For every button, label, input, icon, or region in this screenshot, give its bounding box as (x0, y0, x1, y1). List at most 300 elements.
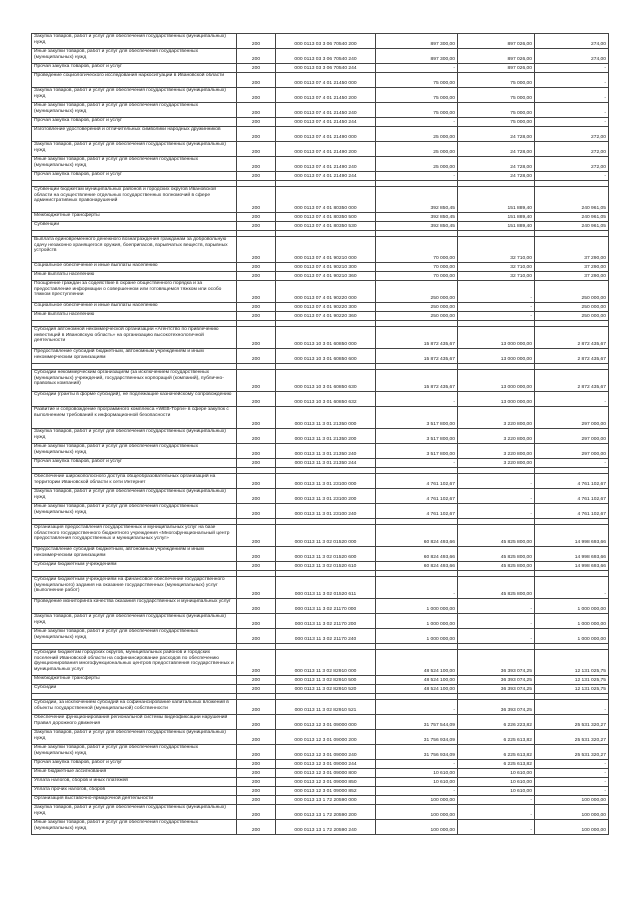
remaining-cell: - (535, 577, 609, 599)
remaining-cell: - (535, 392, 609, 407)
plan-cell: 1 000 000,00 (376, 629, 458, 644)
name-cell: Субсидии (32, 685, 237, 694)
plan-cell: 75 000,00 (376, 88, 458, 103)
kbk-cell: 000 0113 11 3 02 01520 610 (276, 562, 376, 571)
executed-cell: - (458, 629, 535, 644)
table-row (32, 222, 609, 231)
executed-cell: 10 610,00 (458, 787, 535, 796)
table-row (32, 614, 609, 629)
name-cell: Прочая закупка товаров, работ и услуг (32, 760, 237, 769)
plan-cell: 10 610,00 (376, 778, 458, 787)
kbk-cell: 000 0113 07 4 01 80350 500 (276, 213, 376, 222)
table-row (32, 730, 609, 745)
plan-cell: 3 517 800,00 (376, 429, 458, 444)
plan-cell: - (376, 118, 458, 127)
code-cell: 200 (237, 676, 276, 685)
plan-cell: 25 000,00 (376, 157, 458, 172)
table-row (32, 407, 609, 429)
kbk-cell: 000 0113 12 3 01 09000 850 (276, 778, 376, 787)
executed-cell: - (458, 312, 535, 321)
remaining-cell: - (535, 778, 609, 787)
remaining-cell: 100 000,00 (535, 820, 609, 835)
plan-cell: - (376, 64, 458, 73)
plan-cell: - (376, 700, 458, 715)
kbk-cell: 000 0113 11 3 02 01520 000 (276, 525, 376, 547)
plan-cell: 48 524 100,00 (376, 676, 458, 685)
table-row (32, 64, 609, 73)
executed-cell: - (458, 489, 535, 504)
remaining-cell: 37 290,00 (535, 272, 609, 281)
kbk-cell: 000 0113 07 4 01 80350 530 (276, 222, 376, 231)
executed-cell: 75 000,00 (458, 103, 535, 118)
kbk-cell: 000 0113 07 4 01 90220 000 (276, 281, 376, 303)
name-cell: Субсидии, за исключением субсидий на софинансирование капитальных вложений в объекты государственной (муниципальной) собственности (32, 700, 237, 715)
code-cell: 200 (237, 796, 276, 805)
code-cell: 200 (237, 303, 276, 312)
name-cell: Уплата прочих налогов, сборов (32, 787, 237, 796)
code-cell: 200 (237, 407, 276, 429)
plan-cell: 75 000,00 (376, 73, 458, 88)
code-cell: 200 (237, 715, 276, 730)
name-cell: Обеспечение широкополосного доступа общеобразовательных организаций на территории Ивановской области к сети Интернет (32, 474, 237, 489)
kbk-cell: 000 0113 12 3 01 09000 200 (276, 730, 376, 745)
plan-cell: 100 000,00 (376, 796, 458, 805)
code-cell: 200 (237, 142, 276, 157)
plan-cell: 25 000,00 (376, 142, 458, 157)
name-cell: Прочая закупка товаров, работ и услуг (32, 172, 237, 181)
executed-cell: - (458, 614, 535, 629)
remaining-cell: 1 000 000,00 (535, 629, 609, 644)
plan-cell: - (376, 760, 458, 769)
name-cell: Закупка товаров, работ и услуг для обеспечения государственных (муниципальных) нужд (32, 805, 237, 820)
remaining-cell: 250 000,00 (535, 281, 609, 303)
remaining-cell: 12 131 025,75 (535, 685, 609, 694)
remaining-cell: 272,00 (535, 142, 609, 157)
executed-cell: - (458, 796, 535, 805)
remaining-cell: 14 998 693,66 (535, 525, 609, 547)
name-cell: Иные закупки товаров, работ и услуг для обеспечения государственных (муниципальных) нужд (32, 504, 237, 519)
plan-cell: 70 000,00 (376, 263, 458, 272)
plan-cell: 48 524 100,00 (376, 685, 458, 694)
name-cell: Субсидии бюджетным учреждениям (32, 562, 237, 571)
code-cell: 200 (237, 820, 276, 835)
code-cell: 200 (237, 504, 276, 519)
executed-cell: 6 226 223,82 (458, 715, 535, 730)
executed-cell: 45 825 800,00 (458, 577, 535, 599)
table-row (32, 349, 609, 364)
remaining-cell: 12 131 025,75 (535, 650, 609, 676)
kbk-cell: 000 0113 07 4 01 21490 244 (276, 172, 376, 181)
kbk-cell: 000 0113 07 4 01 21450 200 (276, 88, 376, 103)
table-row (32, 73, 609, 88)
remaining-cell: - (535, 700, 609, 715)
remaining-cell: 250 000,00 (535, 312, 609, 321)
remaining-cell: 1 000 000,00 (535, 614, 609, 629)
code-cell: 200 (237, 312, 276, 321)
code-cell: 200 (237, 118, 276, 127)
executed-cell: 75 000,00 (458, 118, 535, 127)
code-cell: 200 (237, 281, 276, 303)
code-cell: 200 (237, 489, 276, 504)
kbk-cell: 000 0113 11 3 01 23100 000 (276, 474, 376, 489)
plan-cell: 60 824 493,66 (376, 562, 458, 571)
kbk-cell: 000 0113 11 3 01 23100 200 (276, 489, 376, 504)
table-row (32, 650, 609, 676)
table-row (32, 312, 609, 321)
executed-cell: - (458, 474, 535, 489)
plan-cell: 70 000,00 (376, 237, 458, 263)
kbk-cell: 000 0113 10 3 01 60850 600 (276, 349, 376, 364)
table-row (32, 392, 609, 407)
executed-cell: 45 825 800,00 (458, 525, 535, 547)
plan-cell: 1 000 000,00 (376, 599, 458, 614)
plan-cell: 15 872 435,67 (376, 327, 458, 349)
plan-cell: 31 756 934,09 (376, 730, 458, 745)
code-cell: 200 (237, 172, 276, 181)
table-row (32, 263, 609, 272)
remaining-cell: 2 872 435,67 (535, 349, 609, 364)
kbk-cell: 000 0113 11 3 02 01520 600 (276, 547, 376, 562)
code-cell: 200 (237, 327, 276, 349)
kbk-cell: 000 0113 11 3 02 82910 500 (276, 676, 376, 685)
budget-table (31, 33, 609, 835)
table-row (32, 599, 609, 614)
code-cell: 200 (237, 760, 276, 769)
executed-cell: 45 825 800,00 (458, 562, 535, 571)
code-cell: 200 (237, 187, 276, 213)
code-cell: 200 (237, 778, 276, 787)
name-cell: Закупка товаров, работ и услуг для обеспечения государственных (муниципальных) нужд (32, 34, 237, 49)
remaining-cell: 25 531 320,27 (535, 730, 609, 745)
name-cell: Проведение социологического исследования наркоситуации в Ивановской области (32, 73, 237, 88)
kbk-cell: 000 0113 10 3 01 60850 000 (276, 327, 376, 349)
remaining-cell: - (535, 88, 609, 103)
code-cell: 200 (237, 370, 276, 392)
table-row (32, 281, 609, 303)
executed-cell: 75 000,00 (458, 88, 535, 103)
table-row (32, 787, 609, 796)
code-cell: 200 (237, 88, 276, 103)
name-cell: Межбюджетные трансферты (32, 213, 237, 222)
remaining-cell: 272,00 (535, 157, 609, 172)
table-row (32, 504, 609, 519)
executed-cell: 10 610,00 (458, 778, 535, 787)
code-cell: 200 (237, 474, 276, 489)
remaining-cell: 12 131 025,75 (535, 676, 609, 685)
executed-cell: 3 220 800,00 (458, 459, 535, 468)
plan-cell: - (376, 459, 458, 468)
remaining-cell: 25 531 320,27 (535, 715, 609, 730)
name-cell: Закупка товаров, работ и услуг для обеспечения государственных (муниципальных) нужд (32, 730, 237, 745)
remaining-cell: 4 761 102,67 (535, 474, 609, 489)
name-cell: Иные закупки товаров, работ и услуг для обеспечения государственных (муниципальных) нужд (32, 49, 237, 64)
plan-cell: 1 000 000,00 (376, 614, 458, 629)
table-row (32, 629, 609, 644)
table-row (32, 459, 609, 468)
table-row (32, 272, 609, 281)
table-row (32, 700, 609, 715)
executed-cell: - (458, 303, 535, 312)
name-cell: Иные закупки товаров, работ и услуг для обеспечения государственных (муниципальных) нужд (32, 629, 237, 644)
plan-cell: 31 757 544,09 (376, 715, 458, 730)
name-cell: Предоставление субсидий бюджетным, автономным учреждениям и иным некоммерческим организациям (32, 349, 237, 364)
executed-cell: 32 710,00 (458, 263, 535, 272)
executed-cell: 45 825 800,00 (458, 547, 535, 562)
kbk-cell: 000 0113 07 4 01 90210 000 (276, 237, 376, 263)
remaining-cell: 2 872 435,67 (535, 327, 609, 349)
remaining-cell: - (535, 787, 609, 796)
kbk-cell: 000 0113 07 4 01 21450 000 (276, 73, 376, 88)
table-body (32, 34, 609, 835)
remaining-cell: 4 761 102,67 (535, 489, 609, 504)
name-cell: Прочая закупка товаров, работ и услуг (32, 64, 237, 73)
code-cell: 200 (237, 700, 276, 715)
remaining-cell: 274,00 (535, 34, 609, 49)
remaining-cell: 4 761 102,67 (535, 504, 609, 519)
executed-cell: 10 610,00 (458, 769, 535, 778)
executed-cell: 13 000 000,00 (458, 349, 535, 364)
kbk-cell: 000 0113 03 3 06 70540 200 (276, 34, 376, 49)
remaining-cell: 297 000,00 (535, 407, 609, 429)
plan-cell: 4 761 102,67 (376, 489, 458, 504)
name-cell: Организация предоставления государственных и муниципальных услуг на базе областного государственного бюджетного учреждения «Многофункциональный центр предоставления государственных и муниципальных услуг» (32, 525, 237, 547)
executed-cell: - (458, 820, 535, 835)
code-cell: 200 (237, 730, 276, 745)
table-row (32, 489, 609, 504)
code-cell: 200 (237, 64, 276, 73)
kbk-cell: 000 0113 11 3 01 23100 240 (276, 504, 376, 519)
name-cell: Уплата налогов, сборов и иных платежей (32, 778, 237, 787)
plan-cell: 3 517 800,00 (376, 407, 458, 429)
table-row (32, 103, 609, 118)
name-cell: Иные закупки товаров, работ и услуг для обеспечения государственных (муниципальных) нужд (32, 745, 237, 760)
kbk-cell: 000 0113 12 3 01 09000 852 (276, 787, 376, 796)
plan-cell: - (376, 577, 458, 599)
remaining-cell: 250 000,00 (535, 303, 609, 312)
remaining-cell: 2 872 435,67 (535, 370, 609, 392)
table-row (32, 676, 609, 685)
kbk-cell: 000 0113 13 1 72 20590 000 (276, 796, 376, 805)
code-cell: 200 (237, 237, 276, 263)
kbk-cell: 000 0113 11 3 01 21350 200 (276, 429, 376, 444)
plan-cell: 4 761 102,67 (376, 504, 458, 519)
remaining-cell: - (535, 118, 609, 127)
kbk-cell: 000 0113 07 4 01 90210 360 (276, 272, 376, 281)
executed-cell: 13 000 000,00 (458, 327, 535, 349)
plan-cell: 48 524 100,00 (376, 650, 458, 676)
executed-cell: 6 225 613,82 (458, 730, 535, 745)
remaining-cell: - (535, 769, 609, 778)
kbk-cell: 000 0113 07 4 01 90210 300 (276, 263, 376, 272)
kbk-cell: 000 0113 11 3 02 82910 520 (276, 685, 376, 694)
kbk-cell: 000 0113 07 4 01 21490 000 (276, 127, 376, 142)
code-cell: 200 (237, 213, 276, 222)
plan-cell: 15 872 435,67 (376, 349, 458, 364)
executed-cell: - (458, 504, 535, 519)
kbk-cell: 000 0113 13 1 72 20590 240 (276, 820, 376, 835)
remaining-cell: 272,00 (535, 127, 609, 142)
executed-cell: 897 026,00 (458, 34, 535, 49)
executed-cell: 36 393 074,25 (458, 650, 535, 676)
plan-cell: 10 610,00 (376, 769, 458, 778)
code-cell: 200 (237, 34, 276, 49)
plan-cell: - (376, 392, 458, 407)
remaining-cell: 240 961,05 (535, 187, 609, 213)
table-row (32, 444, 609, 459)
name-cell: Проведение мониторинга качества оказания государственных и муниципальных услуг (32, 599, 237, 614)
name-cell: Иные закупки товаров, работ и услуг для обеспечения государственных (муниципальных) нужд (32, 103, 237, 118)
name-cell: Закупка товаров, работ и услуг для обеспечения государственных (муниципальных) нужд (32, 489, 237, 504)
name-cell: Иные закупки товаров, работ и услуг для обеспечения государственных (муниципальных) нужд (32, 444, 237, 459)
remaining-cell: 37 290,00 (535, 263, 609, 272)
kbk-cell: 000 0113 12 3 01 09000 000 (276, 715, 376, 730)
plan-cell: 4 761 102,67 (376, 474, 458, 489)
table-row (32, 172, 609, 181)
code-cell: 200 (237, 562, 276, 571)
executed-cell: 36 393 074,25 (458, 700, 535, 715)
executed-cell: 897 026,00 (458, 64, 535, 73)
remaining-cell: - (535, 760, 609, 769)
table-row (32, 327, 609, 349)
name-cell: Иные закупки товаров, работ и услуг для обеспечения государственных (муниципальных) нужд (32, 820, 237, 835)
name-cell: Прочая закупка товаров, работ и услуг (32, 459, 237, 468)
executed-cell: 32 710,00 (458, 237, 535, 263)
name-cell: Иные выплаты населению (32, 312, 237, 321)
plan-cell: 250 000,00 (376, 312, 458, 321)
executed-cell: 897 026,00 (458, 49, 535, 64)
table-row (32, 127, 609, 142)
name-cell: Закупка товаров, работ и услуг для обеспечения государственных (муниципальных) нужд (32, 429, 237, 444)
kbk-cell: 000 0113 11 3 01 21350 244 (276, 459, 376, 468)
name-cell: Субвенции (32, 222, 237, 231)
kbk-cell: 000 0113 11 3 02 21170 240 (276, 629, 376, 644)
remaining-cell: - (535, 459, 609, 468)
table-row (32, 237, 609, 263)
kbk-cell: 000 0113 11 3 01 21350 000 (276, 407, 376, 429)
code-cell: 200 (237, 525, 276, 547)
executed-cell: 3 220 800,00 (458, 444, 535, 459)
plan-cell: 100 000,00 (376, 820, 458, 835)
table-row (32, 88, 609, 103)
table-row (32, 370, 609, 392)
remaining-cell: 100 000,00 (535, 805, 609, 820)
kbk-cell: 000 0113 03 3 06 70540 240 (276, 49, 376, 64)
kbk-cell: 000 0113 11 3 02 21170 000 (276, 599, 376, 614)
name-cell: Субсидия автономной некоммерческой организации «Агентство по привлечению инвестиций в Ивановскую область» на организацию высокотехнологичной деятельности (32, 327, 237, 349)
code-cell: 200 (237, 599, 276, 614)
kbk-cell: 000 0113 07 4 01 21490 200 (276, 142, 376, 157)
executed-cell: 6 225 613,82 (458, 760, 535, 769)
code-cell: 200 (237, 787, 276, 796)
name-cell: Межбюджетные трансферты (32, 676, 237, 685)
table-row (32, 429, 609, 444)
name-cell: Закупка товаров, работ и услуг для обеспечения государственных (муниципальных) нужд (32, 142, 237, 157)
kbk-cell: 000 0113 07 4 01 90220 360 (276, 312, 376, 321)
name-cell: Иные бюджетные ассигнования (32, 769, 237, 778)
table-row (32, 820, 609, 835)
code-cell: 200 (237, 222, 276, 231)
table-row (32, 303, 609, 312)
remaining-cell: 240 961,05 (535, 213, 609, 222)
executed-cell: 3 220 800,00 (458, 429, 535, 444)
table-row (32, 49, 609, 64)
executed-cell: - (458, 805, 535, 820)
code-cell: 200 (237, 444, 276, 459)
kbk-cell: 000 0113 11 3 02 82910 521 (276, 700, 376, 715)
plan-cell: 392 850,45 (376, 213, 458, 222)
executed-cell: 24 728,00 (458, 172, 535, 181)
code-cell: 200 (237, 263, 276, 272)
table-row (32, 805, 609, 820)
kbk-cell: 000 0113 10 3 01 60850 632 (276, 392, 376, 407)
remaining-cell: - (535, 172, 609, 181)
plan-cell: 897 300,00 (376, 34, 458, 49)
code-cell: 200 (237, 650, 276, 676)
name-cell: Субсидии бюджетам городских округов, муниципальных районов и городских поселений Ивановской области на софинансирование расходов по обеспечению функционирования многофункциональных центров предоставления государственных и муниципальных услуг (32, 650, 237, 676)
remaining-cell: 297 000,00 (535, 444, 609, 459)
table-row (32, 474, 609, 489)
kbk-cell: 000 0113 07 4 01 90220 300 (276, 303, 376, 312)
name-cell: Развитие и сопровождение программного комплекса «WEB-Торги» в сфере закупок с выполнением требований к информационной безопасности (32, 407, 237, 429)
kbk-cell: 000 0113 03 3 06 70540 244 (276, 64, 376, 73)
executed-cell: 6 225 613,82 (458, 745, 535, 760)
remaining-cell: 14 998 693,66 (535, 562, 609, 571)
name-cell: Организация выставочно-ярмарочной деятельности (32, 796, 237, 805)
code-cell: 200 (237, 157, 276, 172)
table-row (32, 525, 609, 547)
kbk-cell: 000 0113 11 3 02 82910 000 (276, 650, 376, 676)
kbk-cell: 000 0113 07 4 01 80350 000 (276, 187, 376, 213)
code-cell: 200 (237, 614, 276, 629)
table-row (32, 34, 609, 49)
name-cell: Субсидии бюджетным учреждениям на финансовое обеспечение государственного (муниципального) задания на оказание государственных (муниципальных) услуг (выполнение работ) (32, 577, 237, 599)
plan-cell: 392 850,45 (376, 187, 458, 213)
remaining-cell: 37 290,00 (535, 237, 609, 263)
remaining-cell: 240 961,05 (535, 222, 609, 231)
code-cell: 200 (237, 429, 276, 444)
name-cell: Социальное обеспечение и иные выплаты населению (32, 303, 237, 312)
kbk-cell: 000 0113 12 3 01 09000 240 (276, 745, 376, 760)
plan-cell: 15 872 435,67 (376, 370, 458, 392)
code-cell: 200 (237, 769, 276, 778)
table-row (32, 187, 609, 213)
code-cell: 200 (237, 805, 276, 820)
code-cell: 200 (237, 392, 276, 407)
table-row (32, 118, 609, 127)
name-cell: Изготовление удостоверений и отличительных символики народных дружинников (32, 127, 237, 142)
table-row (32, 745, 609, 760)
table-row (32, 778, 609, 787)
kbk-cell: 000 0113 07 4 01 21450 240 (276, 103, 376, 118)
plan-cell: 75 000,00 (376, 103, 458, 118)
name-cell: Субсидии (гранты в форме субсидий), не подлежащие казначейскому сопровождению (32, 392, 237, 407)
remaining-cell: 25 531 320,27 (535, 745, 609, 760)
table-row (32, 769, 609, 778)
name-cell: Иные закупки товаров, работ и услуг для обеспечения государственных (муниципальных) нужд (32, 157, 237, 172)
remaining-cell: - (535, 103, 609, 118)
plan-cell: 3 517 800,00 (376, 444, 458, 459)
plan-cell: 250 000,00 (376, 281, 458, 303)
executed-cell: - (458, 281, 535, 303)
executed-cell: 13 000 000,00 (458, 392, 535, 407)
code-cell: 200 (237, 685, 276, 694)
kbk-cell: 000 0113 13 1 72 20590 200 (276, 805, 376, 820)
plan-cell: 60 824 493,66 (376, 547, 458, 562)
kbk-cell: 000 0113 11 3 02 01520 611 (276, 577, 376, 599)
kbk-cell: 000 0113 12 3 01 09000 800 (276, 769, 376, 778)
code-cell: 200 (237, 629, 276, 644)
plan-cell: 100 000,00 (376, 805, 458, 820)
